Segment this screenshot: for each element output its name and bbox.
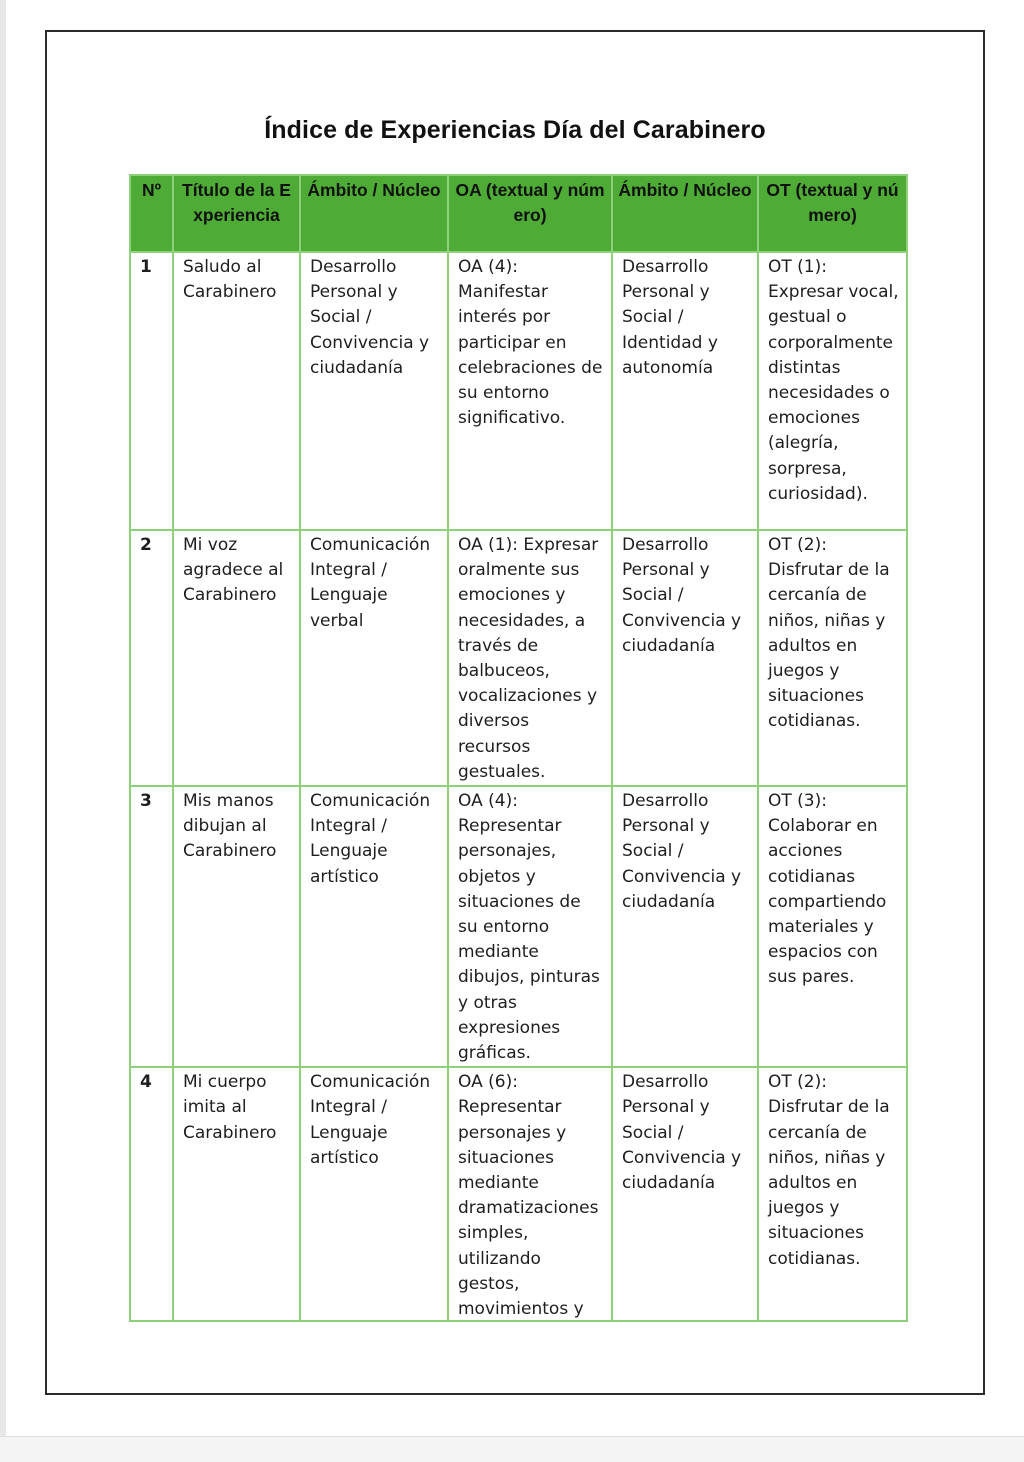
table-header-row bbox=[130, 175, 907, 252]
header-ambito-nucleo-oa: Ámbito / Núcleo bbox=[300, 175, 448, 252]
header-ot: OT (textual y número) bbox=[758, 175, 907, 252]
ot-text: OT (1): Expresar vocal, gestual o corporalmente distintas necesidades o emociones (alegría, sorpresa, curiosidad). bbox=[758, 252, 907, 530]
ot-text: OT (3): Colaborar en acciones cotidianas compartiendo materiales y espacios con sus pares. bbox=[758, 786, 907, 1067]
ambito-nucleo-oa: Desarrollo Personal y Social / Convivencia y ciudadanía bbox=[300, 252, 448, 530]
oa-text: OA (4): Representar personajes, objetos y situaciones de su entorno mediante dibujos, pinturas y otras expresiones gráficas. bbox=[448, 786, 612, 1067]
ambito-nucleo-oa: Comunicación Integral / Lenguaje artístico bbox=[300, 786, 448, 1067]
header-ambito-nucleo-ot: Ámbito / Núcleo bbox=[612, 175, 758, 252]
oa-text: OA (4): Manifestar interés por participar en celebraciones de su entorno significativo. bbox=[448, 252, 612, 530]
oa-text-cell bbox=[448, 1067, 612, 1321]
table-row bbox=[130, 252, 907, 530]
ambito-nucleo-oa: Comunicación Integral / Lenguaje verbal bbox=[300, 530, 448, 786]
ambito-nucleo-ot: Desarrollo Personal y Social / Identidad y autonomía bbox=[612, 252, 758, 530]
ot-text: OT (2): Disfrutar de la cercanía de niños, niñas y adultos en juegos y situaciones cotidianas. bbox=[758, 1067, 907, 1321]
experiences-index-table bbox=[129, 174, 908, 1322]
row-number: 4 bbox=[130, 1067, 173, 1321]
viewer-left-edge bbox=[0, 0, 6, 1461]
experience-title: Mi cuerpo imita al Carabinero bbox=[173, 1067, 300, 1321]
header-oa: OA (textual y número) bbox=[448, 175, 612, 252]
table-row bbox=[130, 1067, 907, 1321]
row-number: 3 bbox=[130, 786, 173, 1067]
ambito-nucleo-oa: Comunicación Integral / Lenguaje artístico bbox=[300, 1067, 448, 1321]
experience-title: Saludo al Carabinero bbox=[173, 252, 300, 530]
header-experience-title: Título de la Experiencia bbox=[173, 175, 300, 252]
oa-text: OA (6): Representar personajes y situaciones mediante dramatizaciones simples, utilizando gestos, movimientos y bbox=[458, 1072, 599, 1320]
experience-title: Mi voz agradece al Carabinero bbox=[173, 530, 300, 786]
experience-title: Mis manos dibujan al Carabinero bbox=[173, 786, 300, 1067]
table-row bbox=[130, 530, 907, 786]
row-number: 2 bbox=[130, 530, 173, 786]
document-page bbox=[45, 30, 985, 1395]
document-title: Índice de Experiencias Día del Carabinero bbox=[264, 116, 766, 144]
table-row bbox=[130, 786, 907, 1067]
header-number: Nº bbox=[130, 175, 173, 252]
ot-text: OT (2): Disfrutar de la cercanía de niños, niñas y adultos en juegos y situaciones cotidianas. bbox=[758, 530, 907, 786]
viewer-bottom-edge bbox=[0, 1436, 1024, 1462]
ambito-nucleo-ot: Desarrollo Personal y Social / Convivencia y ciudadanía bbox=[612, 1067, 758, 1321]
oa-text: OA (1): Expresar oralmente sus emociones y necesidades, a través de balbuceos, vocalizaciones y diversos recursos gestuales. bbox=[448, 530, 612, 786]
ambito-nucleo-ot: Desarrollo Personal y Social / Convivencia y ciudadanía bbox=[612, 786, 758, 1067]
ambito-nucleo-ot: Desarrollo Personal y Social / Convivencia y ciudadanía bbox=[612, 530, 758, 786]
row-number: 1 bbox=[130, 252, 173, 530]
